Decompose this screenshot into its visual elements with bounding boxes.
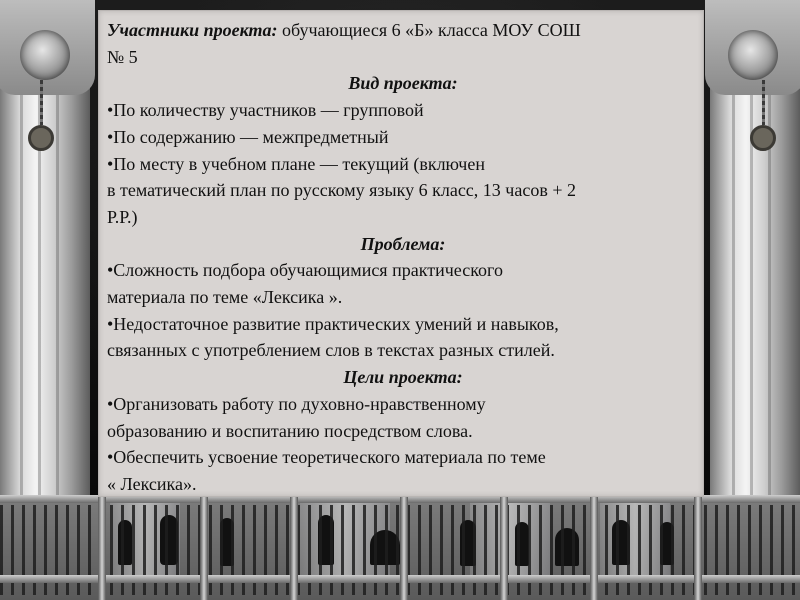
type-item: в тематический план по русскому языку 6 класс, 13 часов + 2: [107, 180, 576, 201]
lion-head-ornament-right: [728, 30, 778, 80]
fence-post: [400, 495, 408, 600]
ring-ornament-right: [750, 125, 776, 151]
type-item: •По месту в учебном плане — текущий (включен: [107, 153, 485, 174]
lion-head-ornament-left: [20, 30, 70, 80]
fence-post: [200, 495, 208, 600]
goal-item: •Организовать работу по духовно-нравственному: [107, 393, 486, 414]
fence-post: [500, 495, 508, 600]
slide-content: [107, 17, 699, 498]
goals-heading: Цели проекта:: [343, 367, 463, 388]
type-item: •По количеству участников — групповой: [107, 100, 424, 121]
participants-label: Участники проекта:: [107, 20, 278, 40]
text-panel: [98, 10, 704, 497]
participants-text-cont: № 5: [107, 46, 138, 67]
goal-item: •Обеспечить усвоение теоретического материала по теме: [107, 447, 546, 468]
project-type-heading: Вид проекта:: [348, 73, 458, 94]
participants-text: обучающиеся 6 «Б» класса МОУ СОШ: [277, 20, 581, 40]
chain-left: [40, 80, 43, 125]
fence-post: [694, 495, 702, 600]
fence-post: [98, 495, 106, 600]
problem-item: •Недостаточное развитие практических умений и навыков,: [107, 313, 559, 334]
problem-item: связанных с употреблением слов в текстах разных стилей.: [107, 340, 555, 361]
problem-item: материала по теме «Лексика ».: [107, 287, 343, 308]
goal-item: образованию и воспитанию посредством слова.: [107, 420, 473, 441]
fence-post: [590, 495, 598, 600]
type-item: Р.Р.): [107, 206, 138, 227]
ring-ornament-left: [28, 125, 54, 151]
chain-right: [762, 80, 765, 125]
goal-item: « Лексика».: [107, 473, 197, 494]
problem-heading: Проблема:: [360, 233, 446, 254]
participants-line: [107, 17, 699, 44]
problem-item: •Сложность подбора обучающимися практического: [107, 260, 503, 281]
fence-post: [290, 495, 298, 600]
type-item: •По содержанию — межпредметный: [107, 126, 389, 147]
